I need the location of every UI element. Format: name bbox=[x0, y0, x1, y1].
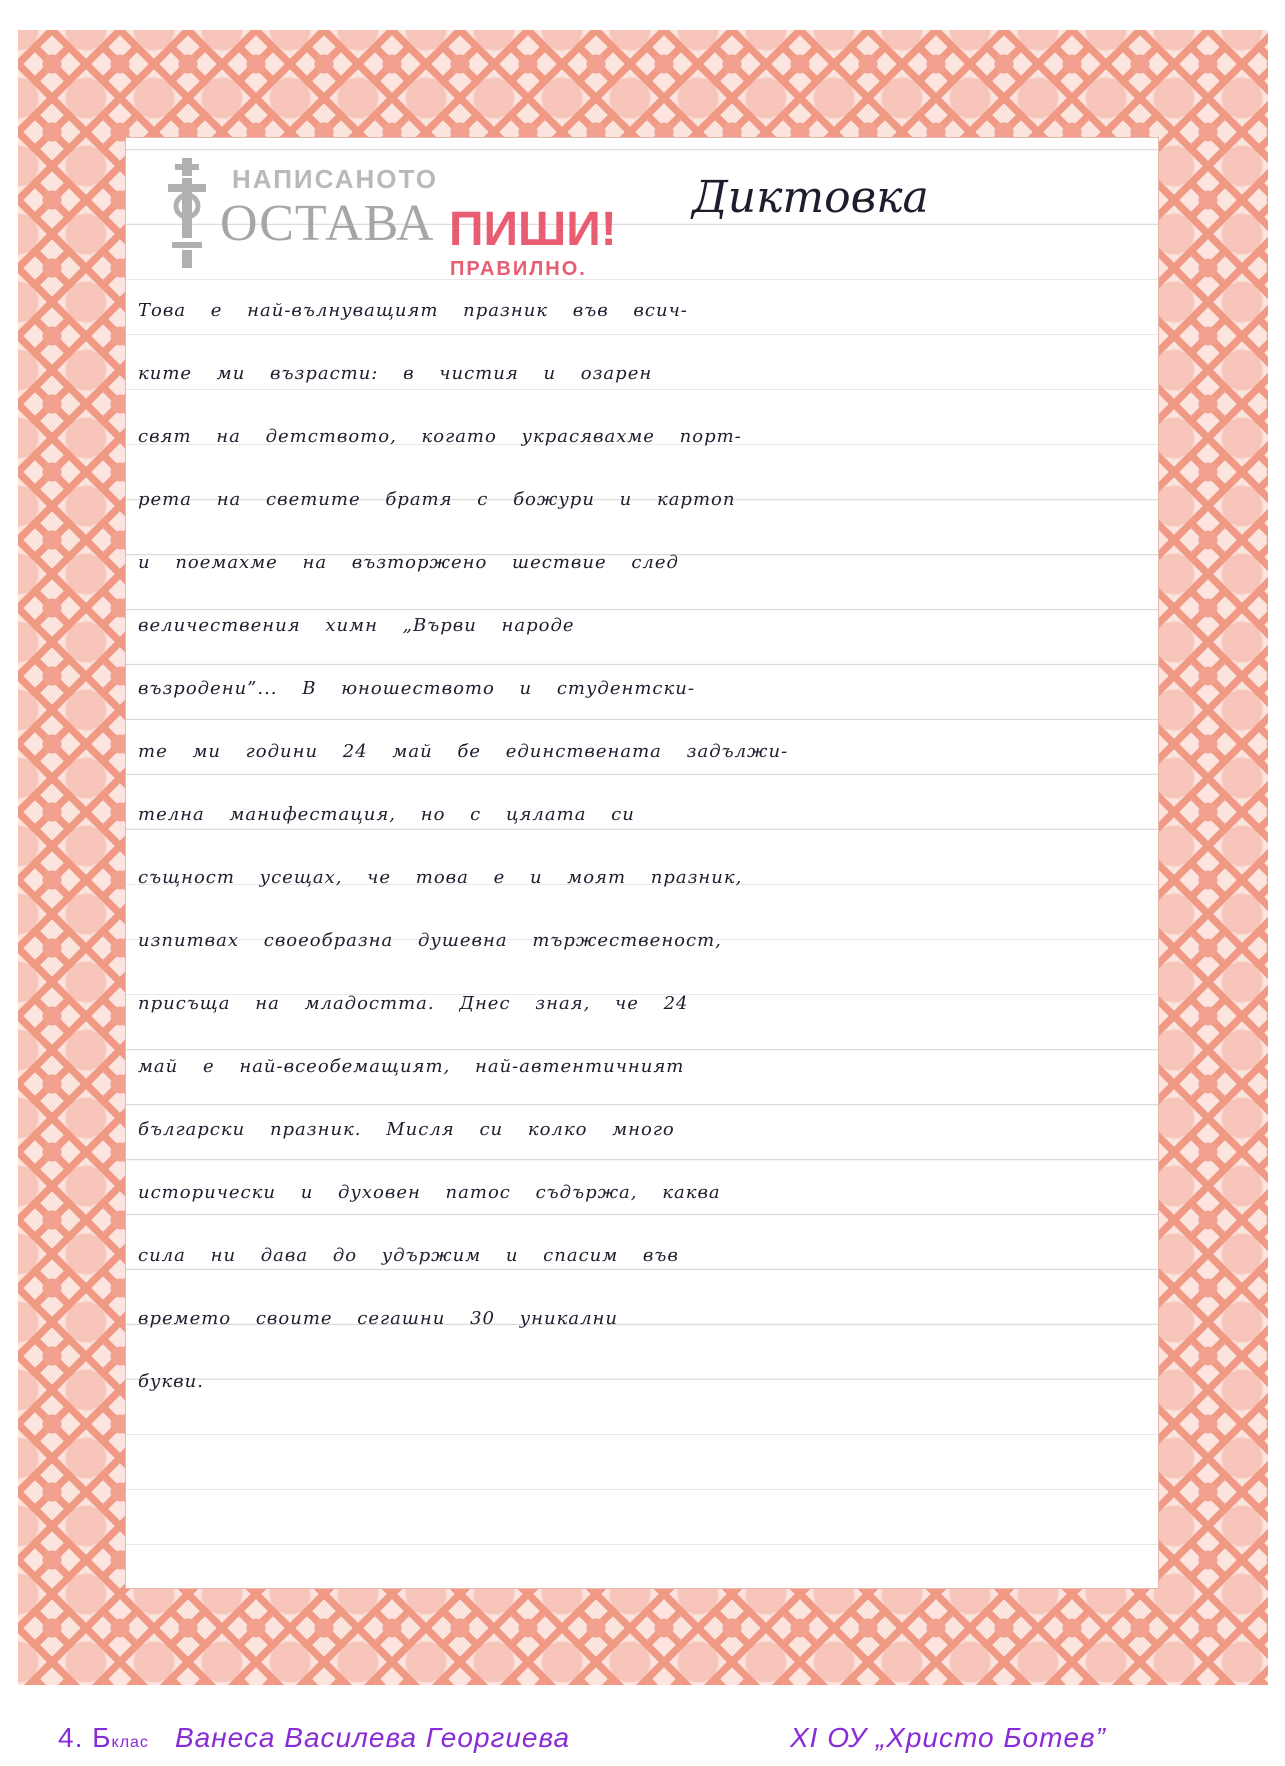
logo-line-1: НАПИСАНОТО bbox=[232, 164, 438, 194]
text-line: величествения химн „Върви народе bbox=[138, 615, 575, 636]
footer-class-value: 4. Б bbox=[58, 1722, 112, 1753]
text-line: изпитвах своеобразна душевна тържественост, bbox=[138, 930, 722, 951]
text-line: май е най-всеобемащият, най-автентичният bbox=[138, 1056, 685, 1077]
footer-student-name: Ванеса Василева Георгиева bbox=[175, 1722, 571, 1753]
page-title: Диктовка bbox=[692, 172, 929, 223]
footer-school: XI ОУ „Христо Ботев” bbox=[790, 1722, 1106, 1753]
text-line: присъща на младостта. Днес зная, че 24 bbox=[138, 993, 689, 1014]
cross-ornament-icon bbox=[162, 158, 212, 270]
text-line: сила ни дава до удържим и спасим във bbox=[138, 1245, 679, 1266]
text-line: български празник. Мисля си колко много bbox=[138, 1119, 675, 1140]
campaign-logo bbox=[162, 158, 662, 278]
text-line: ките ми възрасти: в чистия и озарен bbox=[138, 363, 653, 384]
text-line: свят на детството, когато украсявахме порт- bbox=[138, 426, 742, 447]
footer-class bbox=[58, 1722, 149, 1754]
text-line: те ми години 24 май бе единствената задължи- bbox=[138, 741, 789, 762]
text-line: Това е най-вълнуващият празник във всич- bbox=[138, 300, 688, 321]
text-line: букви. bbox=[138, 1371, 204, 1392]
text-line: същност усещах, че това е и моят празник, bbox=[138, 867, 743, 888]
footer-class-suffix: клас bbox=[111, 1734, 149, 1751]
text-line: и поемахме на възторжено шествие след bbox=[138, 552, 679, 573]
text-line: исторически и духовен патос съдържа, каква bbox=[138, 1182, 721, 1203]
text-line: възродени”... В юношеството и студентски- bbox=[138, 678, 695, 699]
logo-accent-1: ПИШИ! bbox=[449, 203, 617, 256]
text-line: времето своите сегашни 30 уникални bbox=[138, 1308, 618, 1329]
text-line: телна манифестация, но с цялата си bbox=[138, 804, 635, 825]
logo-accent-2: ПРАВИЛНО. bbox=[450, 258, 587, 280]
logo-line-2: ОСТАВА bbox=[220, 195, 435, 252]
text-line: рета на светите братя с божури и картоп bbox=[138, 489, 736, 510]
